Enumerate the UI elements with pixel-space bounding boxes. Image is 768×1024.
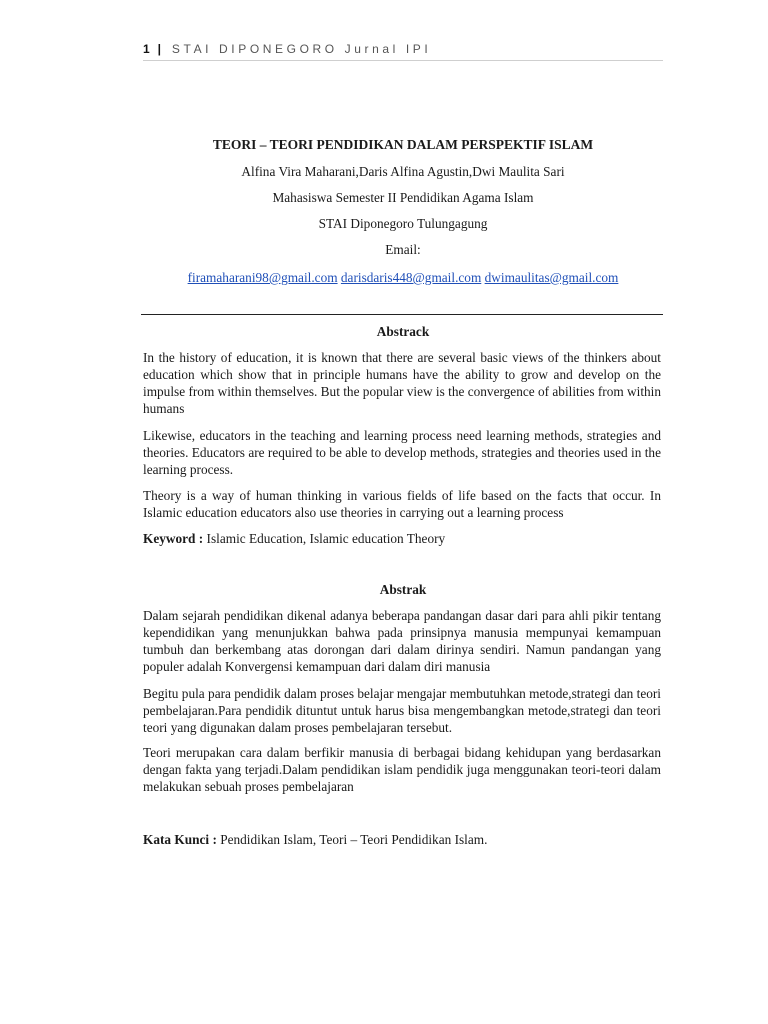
email-label: Email: [385, 242, 421, 257]
abstract-en-paragraph: In the history of education, it is known that there are several basic views of the thinkers about education which show that in principle humans have the ability to grow and develop on the impulse from within themselves. But the popular view is the convergence of abilities from within humans [143, 350, 661, 416]
abstract-id-paragraph: Begitu pula para pendidik dalam proses belajar mengajar membutuhkan metode,strategi dan teori pembelajaran.Para pendidik dituntut untuk harus bisa mengembangkan metode,strategi dan teori teori yang digunakan dalam proses pembelajaran tersebut. [143, 686, 661, 735]
keywords-en-text: Islamic Education, Islamic education Theory [203, 531, 446, 546]
section-divider [141, 314, 663, 315]
keywords-id [143, 831, 661, 848]
keywords-id-label: Kata Kunci : [143, 832, 217, 847]
email-list [143, 270, 663, 286]
email-link-1[interactable]: firamaharani98@gmail.com [187, 270, 338, 285]
page-number: 1 [143, 42, 151, 56]
keywords-en [143, 530, 661, 547]
affiliation-program: Mahasiswa Semester II Pendidikan Agama Islam [272, 190, 534, 205]
abstract-id-paragraph: Teori merupakan cara dalam berfikir manusia di berbagai bidang kehidupan yang berdasarkan dengan fakta yang terjadi.Dalam pendidikan islam pendidik juga menggunakan teori-teori dalam melakukan sebuah proses pembelajaran [143, 745, 661, 794]
running-header [143, 42, 663, 56]
header-divider [143, 60, 663, 61]
abstract-id-paragraph: Dalam sejarah pendidikan dikenal adanya beberapa pandangan dasar dari para ahli pikir tentang kependidikan yang menunjukkan bahwa pada prinsipnya manusia mempunyai kemampuan tumbuh dan berkembang atas dorongan dari dalam dirinya sendiri. Namun pandangan yang populer adalah Konvergensi kemampuan dari dalam diri manusia [143, 608, 661, 674]
abstract-en-heading: Abstrack [376, 324, 430, 339]
paper-title: TEORI – TEORI PENDIDIKAN DALAM PERSPEKTIF ISLAM [212, 137, 594, 152]
abstract-en-paragraph: Likewise, educators in the teaching and learning process need learning methods, strategies and theories. Educators are required to be able to develop methods, strategies and theories used in the learning process. [143, 428, 661, 477]
keywords-en-label: Keyword : [143, 531, 204, 546]
journal-name: STAI DIPONEGORO Jurnal IPI [171, 42, 432, 56]
email-link-2[interactable]: darisdaris448@gmail.com [340, 270, 482, 285]
author-list: Alfina Vira Maharani,Daris Alfina Agustin,Dwi Maulita Sari [241, 164, 565, 179]
header-separator: | [157, 42, 163, 56]
affiliation-institution: STAI Diponegoro Tulungagung [318, 216, 488, 231]
email-link-3[interactable]: dwimaulitas@gmail.com [484, 270, 619, 285]
abstract-id-heading: Abstrak [379, 582, 427, 597]
abstract-en-paragraph: Theory is a way of human thinking in various fields of life based on the facts that occur. In Islamic education educators also use theories in carrying out a learning process [143, 488, 661, 520]
keywords-id-text: Pendidikan Islam, Teori – Teori Pendidikan Islam. [216, 832, 488, 847]
